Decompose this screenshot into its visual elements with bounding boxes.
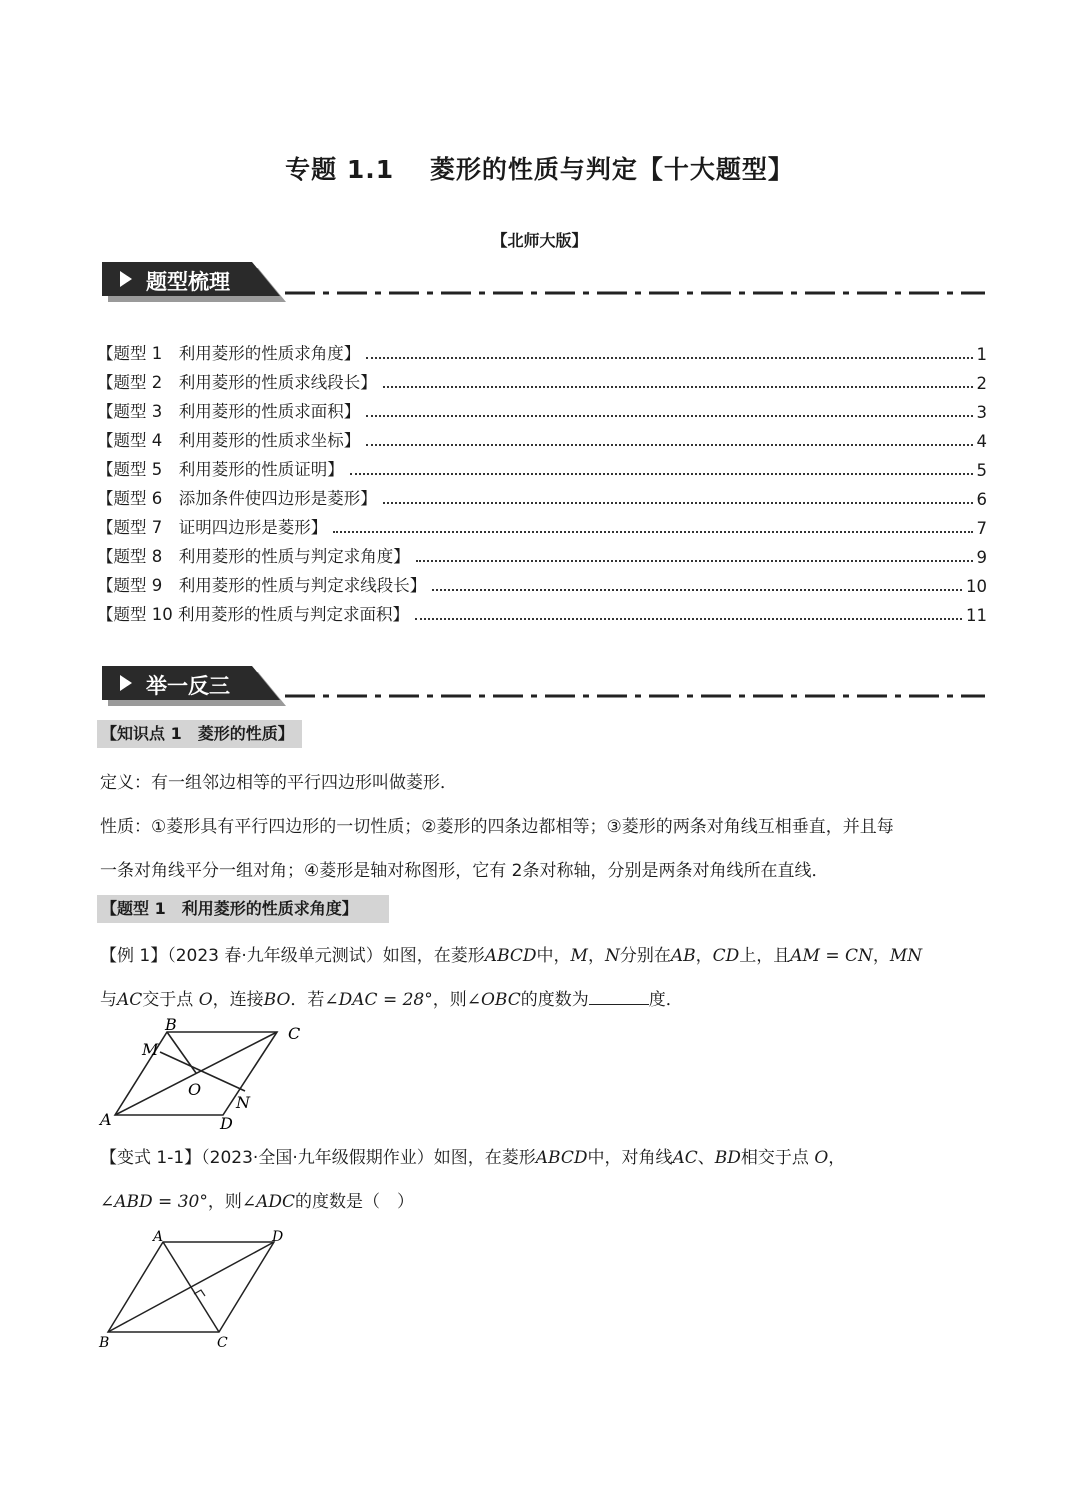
play-icon — [120, 675, 132, 691]
svg-text:D: D — [272, 1229, 284, 1245]
toc-item[interactable]: 【题型 4 利用菱形的性质求坐标】 4 — [97, 431, 987, 451]
svg-text:C: C — [217, 1335, 228, 1351]
answer-blank[interactable] — [589, 1004, 649, 1005]
play-icon — [120, 271, 132, 287]
svg-text:C: C — [288, 1024, 301, 1043]
section-divider — [285, 693, 985, 699]
toc-item[interactable]: 【题型 10 利用菱形的性质与判定求面积】 11 — [97, 605, 987, 625]
knowledge-heading: 【知识点 1 菱形的性质】 — [97, 720, 302, 748]
toc-item[interactable]: 【题型 9 利用菱形的性质与判定求线段长】 10 — [97, 576, 987, 596]
property-text-line2: 一条对角线平分一组对角；④菱形是轴对称图形，它有 2条对称轴，分别是两条对角线所在直线． — [100, 861, 829, 881]
toc-item[interactable]: 【题型 2 利用菱形的性质求线段长】 2 — [97, 373, 987, 393]
section-title: 题型梳理 — [146, 270, 230, 294]
svg-text:A: A — [153, 1229, 164, 1245]
variant1-line2: ∠ABD = 30°，则∠ADC的度数是（ ） — [100, 1192, 414, 1212]
section-title: 举一反三 — [146, 674, 230, 698]
svg-text:A: A — [100, 1110, 112, 1129]
svg-text:N: N — [236, 1093, 250, 1112]
svg-text:O: O — [188, 1080, 202, 1099]
toc-item[interactable]: 【题型 5 利用菱形的性质证明】 5 — [97, 460, 987, 480]
section-banner-toc — [102, 262, 280, 296]
toc-item[interactable]: 【题型 7 证明四边形是菱形】 7 — [97, 518, 987, 538]
svg-text:M: M — [142, 1040, 159, 1059]
rhombus-figure-2 — [95, 1225, 295, 1355]
property-text-line1: 性质：①菱形具有平行四边形的一切性质；②菱形的四条边都相等；③菱形的两条对角线互相垂直，并且每 — [100, 817, 894, 837]
section-banner-practice — [102, 666, 280, 700]
svg-text:B: B — [99, 1335, 110, 1351]
svg-text:D: D — [220, 1114, 233, 1130]
section-divider — [285, 290, 985, 296]
svg-text:B: B — [165, 1015, 177, 1034]
page-title: 专题 1.1 菱形的性质与判定【十大题型】 — [285, 155, 794, 184]
example1-line2: 与AC交于点 O，连接BO．若∠DAC = 28°，则∠OBC的度数为 度． — [100, 990, 683, 1010]
toc-item[interactable]: 【题型 6 添加条件使四边形是菱形】 6 — [97, 489, 987, 509]
type1-heading: 【题型 1 利用菱形的性质求角度】 — [97, 895, 389, 923]
toc-item[interactable]: 【题型 3 利用菱形的性质求面积】 3 — [97, 402, 987, 422]
definition-text: 定义：有一组邻边相等的平行四边形叫做菱形． — [100, 773, 457, 793]
rhombus-figure-1 — [95, 1015, 315, 1130]
edition-label: 【北师大版】 — [491, 231, 588, 250]
variant1-line1: 【变式 1-1】（2023·全国·九年级假期作业）如图，在菱形ABCD中，对角线AC、BD相交于点 O， — [100, 1148, 846, 1168]
toc-item[interactable]: 【题型 1 利用菱形的性质求角度】 1 — [97, 344, 987, 364]
example1-line1: 【例 1】（2023 春·九年级单元测试）如图，在菱形ABCD中，M，N分别在AB，CD上，且AM = CN，MN — [100, 946, 923, 966]
toc-item[interactable]: 【题型 8 利用菱形的性质与判定求角度】 9 — [97, 547, 987, 567]
